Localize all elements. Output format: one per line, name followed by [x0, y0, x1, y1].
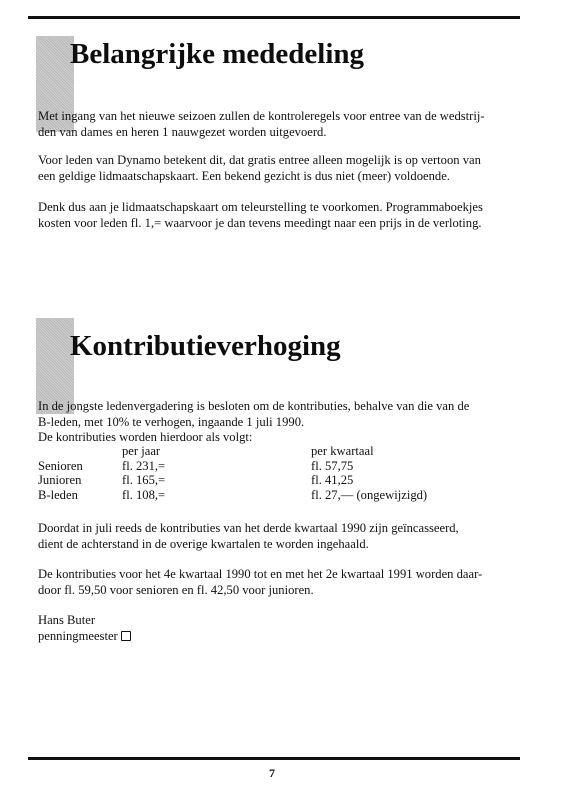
announcement-paragraph-2: [38, 152, 481, 184]
signature-role: penningmeester: [38, 629, 118, 643]
table-cell: B-leden: [38, 487, 78, 502]
table-cell: Junioren: [38, 473, 82, 487]
table-row: [38, 473, 427, 488]
end-mark-icon: [121, 631, 131, 641]
table-header-cell: [38, 444, 122, 459]
page-title: Belangrijke mededeling: [70, 38, 365, 70]
table-row: [38, 488, 427, 503]
table-cell: fl. 41,25: [311, 473, 354, 487]
table-cell: fl. 27,— (ongewijzigd): [311, 487, 428, 502]
paragraph-line: In de jongste ledenvergadering is besloten om de kontributies, behalve van die van de: [38, 399, 470, 413]
paragraph-line: De kontributies voor het 4e kwartaal 1990 tot en met het 2e kwartaal 1991 worden daar-: [38, 567, 483, 581]
paragraph-line: Voor leden van Dynamo betekent dit, dat gratis entree alleen mogelijk is op vertoon van: [38, 153, 481, 167]
section-title: Kontributieverhoging: [70, 330, 341, 362]
top-rule: [28, 16, 520, 19]
table-header-cell: per jaar: [122, 444, 161, 458]
paragraph-line: Doordat in juli reeds de kontributies van het derde kwartaal 1990 zijn geïncasseerd,: [38, 521, 459, 535]
paragraph-line: dient de achterstand in de overige kwartalen te worden ingehaald.: [38, 537, 369, 551]
announcement-paragraph-3: [38, 199, 483, 231]
page-number: 7: [269, 766, 275, 780]
table-header-cell: per kwartaal: [311, 444, 374, 458]
paragraph-line: kosten voor leden fl. 1,= waarvoor je dan tevens meedingt naar een prijs in de verloting.: [38, 216, 482, 230]
contribution-table: [38, 444, 427, 502]
table-header-row: [38, 444, 427, 459]
table-cell: fl. 57,75: [311, 458, 354, 473]
signature-block: [38, 612, 131, 644]
contribution-intro: [38, 399, 469, 446]
paragraph-line: Denk dus aan je lidmaatschapskaart om teleurstelling te voorkomen. Programmaboekjes: [38, 200, 483, 214]
table-cell: fl. 165,=: [122, 473, 166, 487]
paragraph-line: B-leden, met 10% te verhogen, ingaande 1 juli 1990.: [38, 414, 305, 429]
paragraph-line: Met ingang van het nieuwe seizoen zullen de kontroleregels voor entree van de wedstrij-: [38, 109, 485, 123]
contribution-paragraph-2: [38, 520, 459, 552]
paragraph-line: den van dames en heren 1 nauwgezet worden uitgevoerd.: [38, 125, 327, 139]
table-cell: fl. 108,=: [122, 487, 166, 502]
paragraph-line: door fl. 59,50 voor senioren en fl. 42,50 voor junioren.: [38, 583, 314, 597]
paragraph-line: een geldige lidmaatschapskaart. Een bekend gezicht is dus niet (meer) voldoende.: [38, 169, 450, 183]
signature-name: Hans Buter: [38, 613, 96, 627]
announcement-paragraph-1: [38, 108, 485, 140]
table-row: [38, 459, 427, 474]
table-cell: Senioren: [38, 458, 83, 473]
paragraph-line: De kontributies worden hierdoor als volgt:: [38, 430, 253, 444]
bottom-rule: [28, 757, 520, 760]
table-cell: fl. 231,=: [122, 458, 166, 473]
contribution-paragraph-3: [38, 566, 482, 598]
